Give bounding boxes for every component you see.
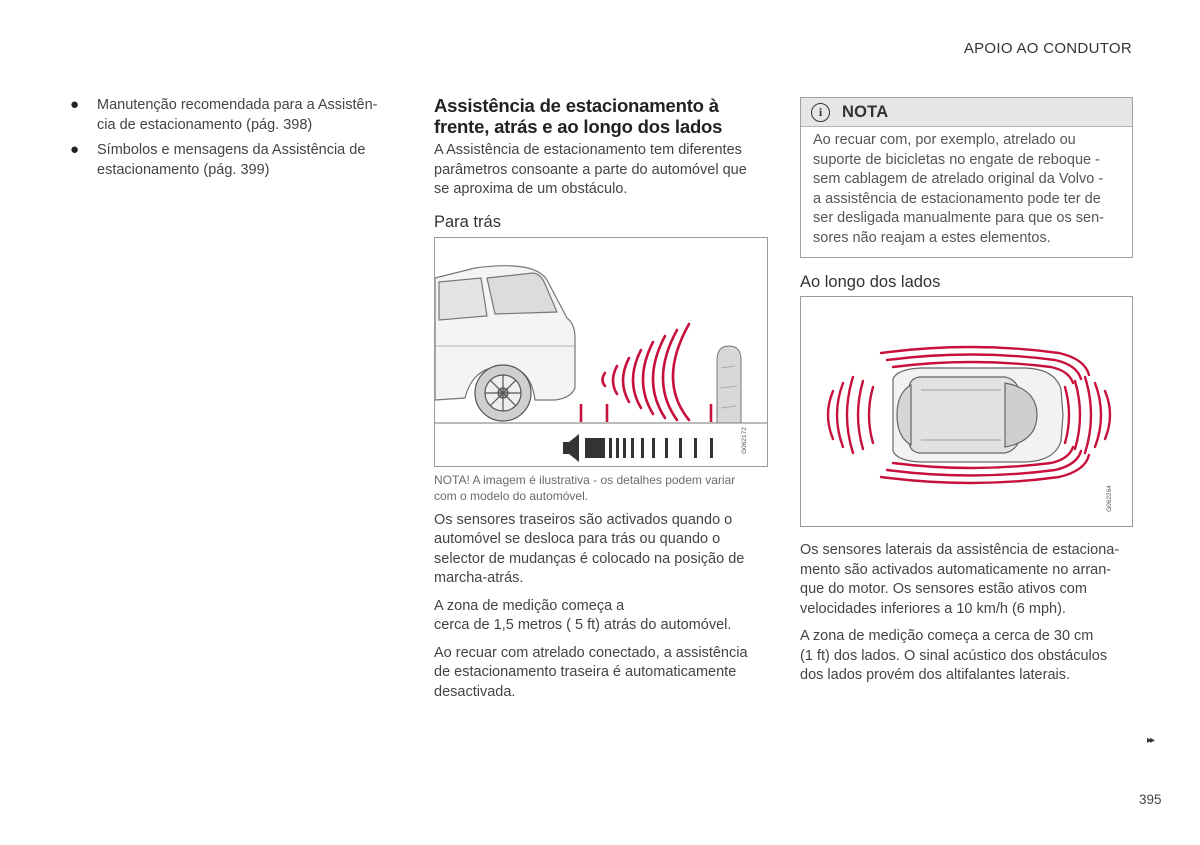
related-links-list [68,95,390,180]
text-line: que do motor. Os sensores estão ativos com [800,581,1087,597]
paragraph-side-zone [800,627,1133,686]
text-line: com o modelo do automóvel. [434,488,589,503]
speaker-icon [563,434,579,462]
heading-line: frente, atrás e ao longo dos lados [434,116,723,137]
bollard-obstacle [717,346,741,423]
link-line: cia de estacionamento (pág. 398) [97,117,313,133]
text-line: parâmetros consoante a parte do automóvel que [434,161,747,178]
bullet-icon: ● [70,96,80,113]
text-line: Ao recuar com, por exemplo, atrelado ou [813,132,1076,148]
rear-sensor-illustration [435,238,768,467]
note-box [800,97,1133,258]
text-line: marcha-atrás. [434,570,524,586]
text-line: velocidades inferiores a 10 km/h (6 mph). [800,600,1066,617]
text-line: A Assistência de estacionamento tem diferentes [434,142,742,158]
note-title: NOTA [842,102,889,121]
section-heading [434,95,768,137]
paragraph-trailer [434,644,768,703]
note-header [801,98,1132,127]
text-line: (1 ft) dos lados. O sinal acústico dos obstáculos [800,647,1108,664]
side-sensor-illustration [801,297,1133,527]
text-line: Ao recuar com atrelado conectado, a assistência [434,644,748,661]
text-line: Os sensores laterais da assistência de estaciona- [800,542,1120,558]
text-line: ser desligada manualmente para que os sen- [813,210,1104,226]
text-line: se aproxima de um obstáculo. [434,181,628,197]
main-column [434,95,768,702]
link-line: Manutenção recomendada para a Assistên- [97,97,378,113]
subheading-sides: Ao longo dos lados [800,273,941,291]
signal-strength-bars [585,438,713,458]
text-line: desactivada. [434,683,516,700]
paragraph-rear-activation [434,511,768,589]
text-line: suporte de bicicletas no engate de reboque - [813,151,1100,168]
info-icon: i [811,103,830,122]
paragraph-rear-zone [434,597,768,636]
text-line: selector de mudanças é colocado na posição de [434,550,745,567]
text-line: sores não reajam a estes elementos. [813,229,1051,246]
link-line: Símbolos e mensagens da Assistência de [97,142,366,158]
related-link-maintenance[interactable] [68,95,390,135]
text-line: NOTA! A imagem é ilustrativa - os detalhes podem variar [434,472,736,487]
link-line: estacionamento (pág. 399) [97,162,270,178]
sensor-position-marks [581,404,711,422]
related-link-symbols[interactable] [68,140,390,180]
side-sensor-figure [800,296,1133,527]
heading-line: Assistência de estacionamento à [434,95,719,116]
paragraph-side-activation [800,541,1133,619]
figure-id: G062264 [1105,485,1113,512]
text-line: sem cablagem de atrelado original da Volvo - [813,171,1104,187]
text-line: A zona de medição começa a cerca de 30 cm [800,628,1094,644]
sensor-wave-arcs [603,324,690,420]
text-line: de estacionamento traseira é automaticamente [434,664,737,680]
car-top-view [893,368,1063,462]
figure-caption [434,472,768,504]
text-line: Os sensores traseiros são activados quando o [434,511,733,528]
rear-sensor-figure [434,237,768,467]
note-body [801,127,1132,257]
related-links-column [68,95,390,185]
section-label: APOIO AO CONDUTOR [963,40,1132,57]
text-line: mento são activados automaticamente no arran- [800,561,1112,578]
subheading-rear: Para trás [434,212,501,231]
rear-wheel [475,365,531,421]
text-line: cerca de 1,5 metros ( 5 ft) atrás do automóvel. [434,617,732,633]
bullet-icon: ● [70,141,80,158]
text-line: a assistência de estacionamento pode ter de [813,190,1101,207]
text-line: dos lados provém dos altifalantes laterais. [800,667,1071,683]
page-number: 395 [1139,792,1162,807]
text-line: A zona de medição começa a [434,597,625,614]
right-column [800,97,1133,686]
next-page-arrows-icon[interactable]: ▸▸ [1147,735,1154,746]
text-line: automóvel se desloca para trás ou quando o [434,531,721,547]
intro-paragraph [434,141,768,200]
figure-id: G062172 [740,426,748,454]
